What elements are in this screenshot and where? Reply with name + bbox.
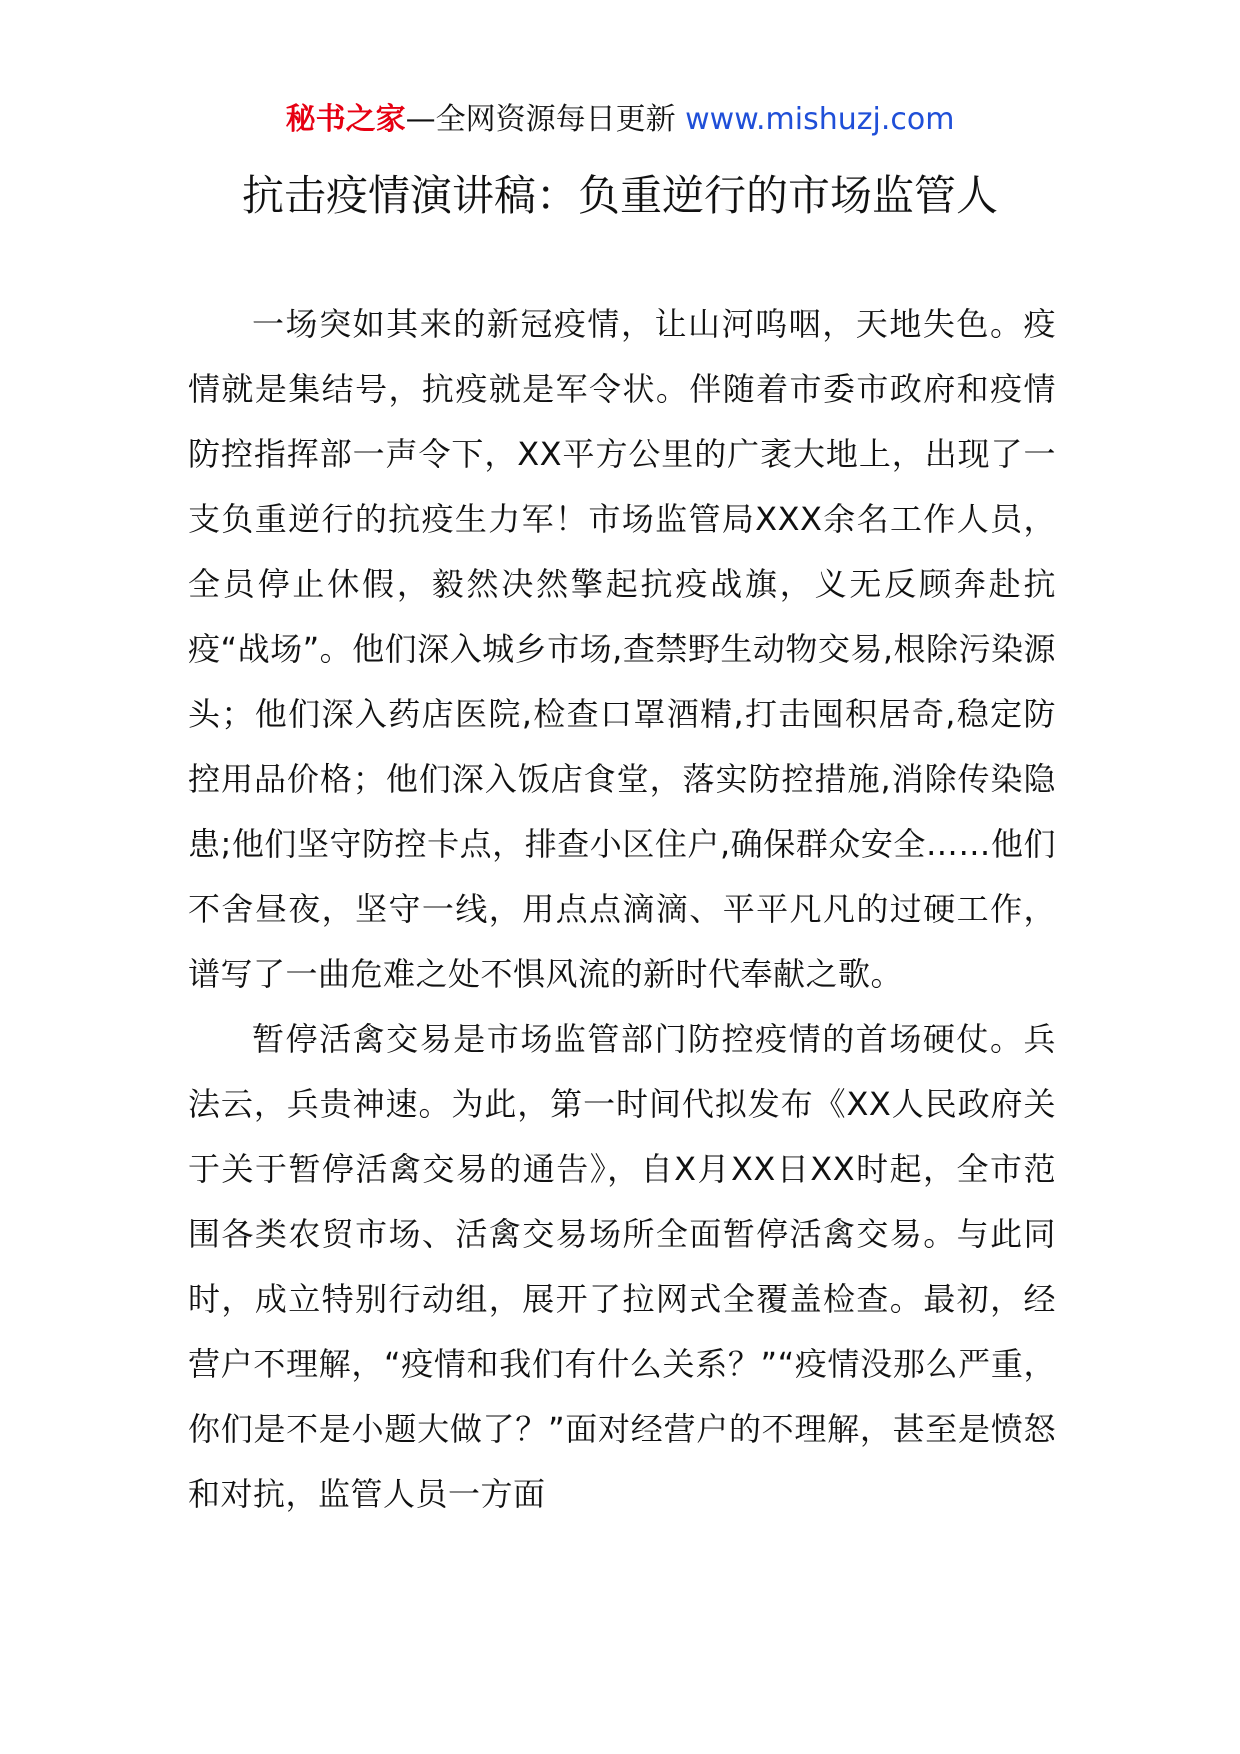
document-body xyxy=(188,292,1056,1527)
site-header xyxy=(0,100,1240,140)
site-brand: 秘书之家 xyxy=(285,102,406,137)
paragraph-1: 一场突如其来的新冠疫情，让山河呜咽，天地失色。疫情就是集结号，抗疫就是军令状。伴随着市委市政府和疫情防控指挥部一声令下，XX平方公里的广袤大地上，出现了一支负重逆行的抗疫生力军！市场监管局XXX余名工作人员，全员停止休假，毅然决然擎起抗疫战旗，义无反顾奔赴抗疫“战场”。他们深入城乡市场,查禁野生动物交易,根除污染源头；他们深入药店医院,检查口罩酒精,打击囤积居奇,稳定防控用品价格；他们深入饭店食堂，落实防控措施,消除传染隐患;他们坚守防控卡点，排查小区住户,确保群众安全……他们不舍昼夜，坚守一线，用点点滴滴、平平凡凡的过硬工作，谱写了一曲危难之处不惧风流的新时代奉献之歌。 xyxy=(188,305,1057,993)
site-slogan: —全网资源每日更新 xyxy=(405,102,676,137)
paragraph-2: 暂停活禽交易是市场监管部门防控疫情的首场硬仗。兵法云，兵贵神速。为此，第一时间代拟发布《XX人民政府关于关于暂停活禽交易的通告》，自X月XX日XX时起，全市范围各类农贸市场、活禽交易场所全面暂停活禽交易。与此同时，成立特别行动组，展开了拉网式全覆盖检查。最初，经营户不理解，“疫情和我们有什么关系？”“疫情没那么严重，你们是不是小题大做了？”面对经营户的不理解，甚至是愤怒和对抗，监管人员一方面 xyxy=(188,1020,1056,1513)
site-url-link[interactable]: www.mishuzj.com xyxy=(685,102,955,137)
document-title: 抗击疫情演讲稿：负重逆行的市场监管人 xyxy=(241,171,998,220)
